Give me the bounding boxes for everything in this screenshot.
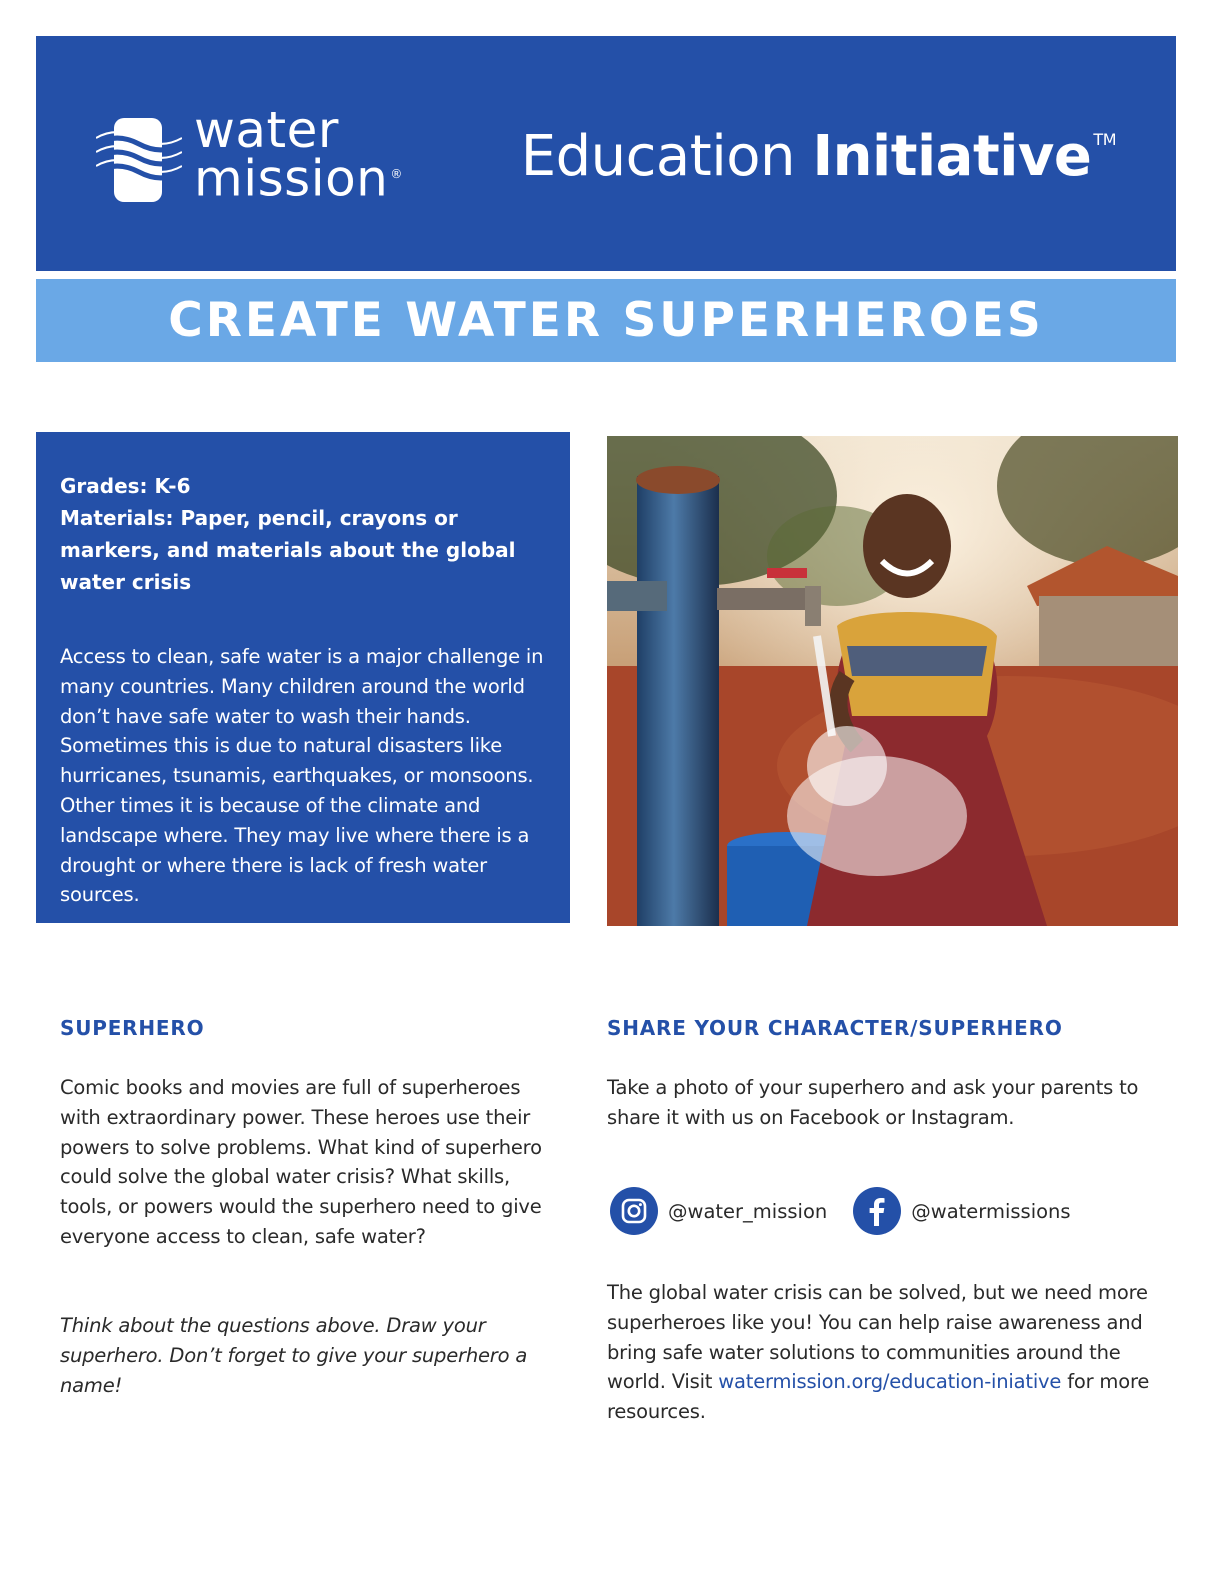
closing-text (607, 1278, 1167, 1427)
facebook-icon[interactable] (853, 1187, 901, 1235)
superhero-section-title: SUPERHERO (60, 1016, 205, 1040)
share-section-title: SHARE YOUR CHARACTER/SUPERHERO (607, 1016, 1063, 1040)
header (36, 36, 1176, 271)
superhero-prompt-text: Think about the questions above. Draw your superhero. Don’t forget to give your superhero a name! (60, 1314, 528, 1397)
water-drop-logo-icon (96, 118, 182, 202)
info-body-text: Access to clean, safe water is a major challenge in many countries. Many children around the world don’t have safe water to wash their hands. Sometimes this is due to natural disasters like hurricanes, tsunamis, earthquakes, or monsoons. Other times it is because of the climate and landscape where. They may live where there is a drought or where there is lack of fresh water sources. (60, 645, 544, 907)
closing-text-before: The global water crisis can be solved, but we need more superheroes like you! You can help raise awareness and bring safe water solutions to communities around the world. Visit (607, 1281, 1148, 1394)
logo-line-mission: mission ® (194, 149, 403, 208)
share-body-text: Take a photo of your superhero and ask your parents to share it with us on Facebook or Instagram. (607, 1076, 1139, 1129)
title-education: Education (520, 124, 795, 189)
trademark-mark: TM (1093, 130, 1116, 149)
title-banner (36, 279, 1176, 362)
title-initiative: Initiative (812, 124, 1092, 189)
water-mission-logo[interactable] (96, 101, 436, 208)
logo-line-water: water (194, 101, 339, 159)
education-initiative-link[interactable]: watermission.org/education-iniative (718, 1370, 1062, 1394)
social-links (610, 1187, 1071, 1235)
logo-wordmark (194, 101, 403, 208)
registered-mark: ® (390, 167, 403, 181)
info-box (36, 432, 570, 923)
facebook-handle-link[interactable]: @watermissions (911, 1199, 1071, 1223)
photo-illustration (607, 436, 1178, 926)
instagram-handle-link[interactable]: @water_mission (668, 1199, 828, 1223)
instagram-icon[interactable] (610, 1187, 658, 1235)
materials-label: Materials: Paper, pencil, crayons or markers, and materials about the global water crisis (60, 506, 516, 594)
education-initiative-title (521, 124, 1116, 189)
closing-text-after: for more resources. (607, 1370, 1150, 1424)
page-title: CREATE WATER SUPERHEROES (168, 293, 1044, 348)
girl-at-water-tap-photo (607, 436, 1178, 926)
superhero-body-text: Comic books and movies are full of superheroes with extraordinary power. These heroes use their powers to solve problems. What kind of superhero could solve the global water crisis? What skills, tools, or powers would the superhero need to give everyone access to clean, safe water? (60, 1076, 542, 1248)
grades-label: Grades: K-6 (60, 474, 191, 498)
